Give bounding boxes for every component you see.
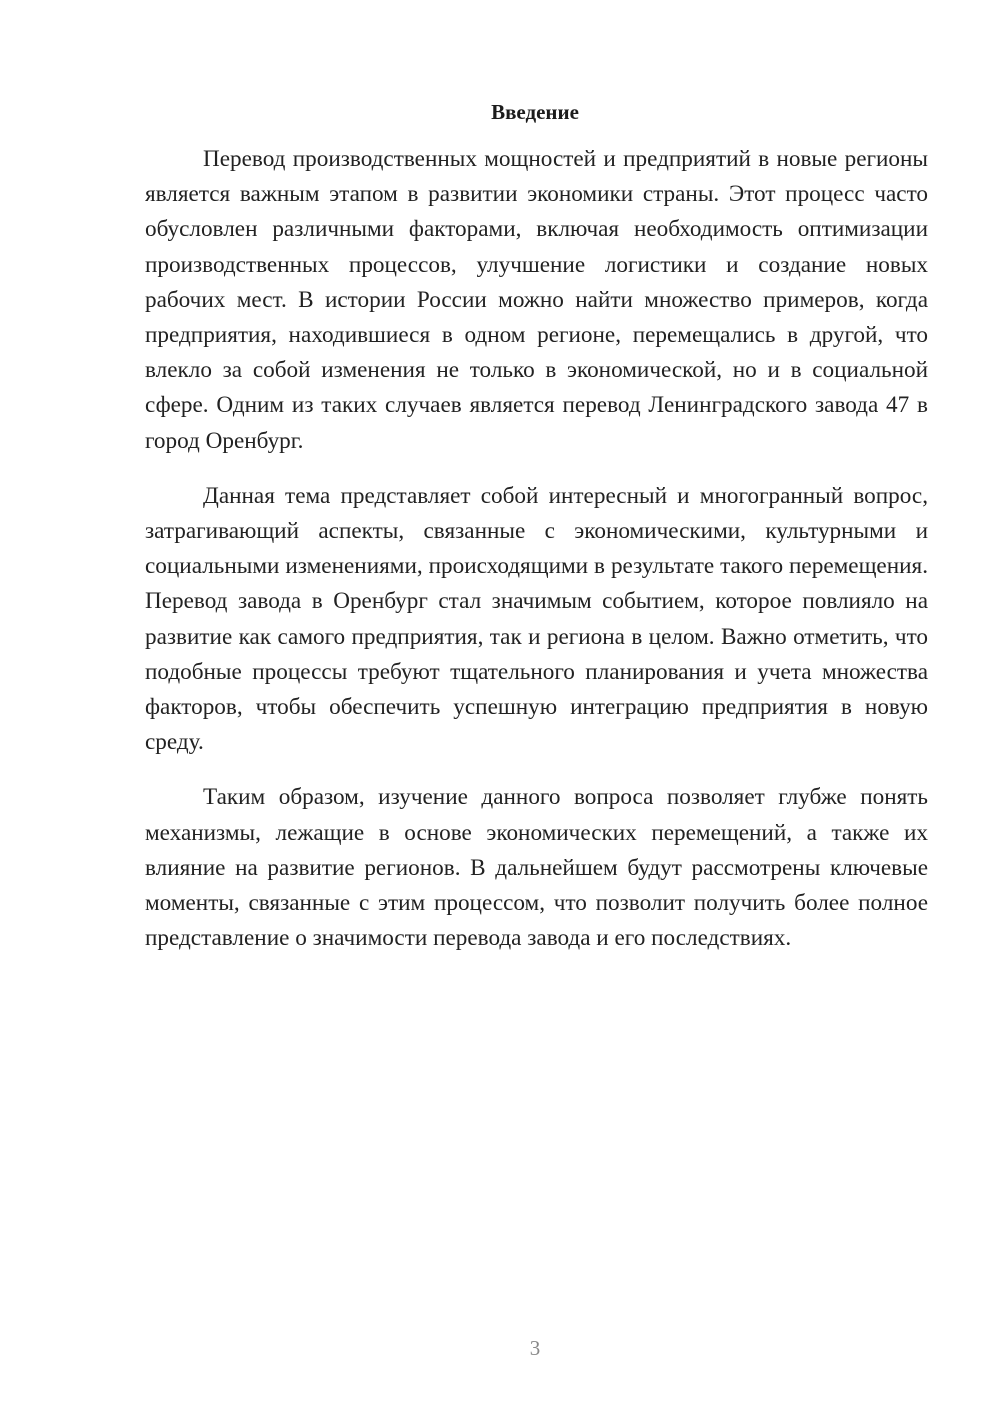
page-number: 3 xyxy=(529,1336,541,1360)
paragraph-3: Таким образом, изучение данного вопроса позволяет глубже понять механизмы, лежащие в основе экономических перемещений, а также их влияние на развитие регионов. В дальнейшем будут рассмотрены ключевые моменты, связанные с этим процессом, что позволит получить более полное представление о значимости перевода завода и его последствиях. xyxy=(145,784,928,952)
section-heading: Введение xyxy=(491,100,579,124)
paragraph-2: Данная тема представляет собой интересный и многогранный вопрос, затрагивающий аспекты, связанные с экономическими, культурными и социальными изменениями, происходящими в результате такого перемещения. Перевод завода в Оренбург стал значимым событием, которое повлияло на развитие как самого предприятия, так и региона в целом. Важно отметить, что подобные процессы требуют тщательного планирования и учета множества факторов, чтобы обеспечить успешную интеграцию предприятия в новую среду. xyxy=(145,482,928,756)
paragraph-1: Перевод производственных мощностей и предприятий в новые регионы является важным этапом в развитии экономики страны. Этот процесс часто обусловлен различными факторами, включая необходимость оптимизации производственных процессов, улучшение логистики и создание новых рабочих мест. В истории России можно найти множество примеров, когда предприятия, находившиеся в одном регионе, перемещались в другой, что влекло за собой изменения не только в экономической, но и в социальной сфере. Одним из таких случаев является перевод Ленинградского завода 47 в город Оренбург. xyxy=(145,146,928,454)
body-text xyxy=(145,142,928,956)
